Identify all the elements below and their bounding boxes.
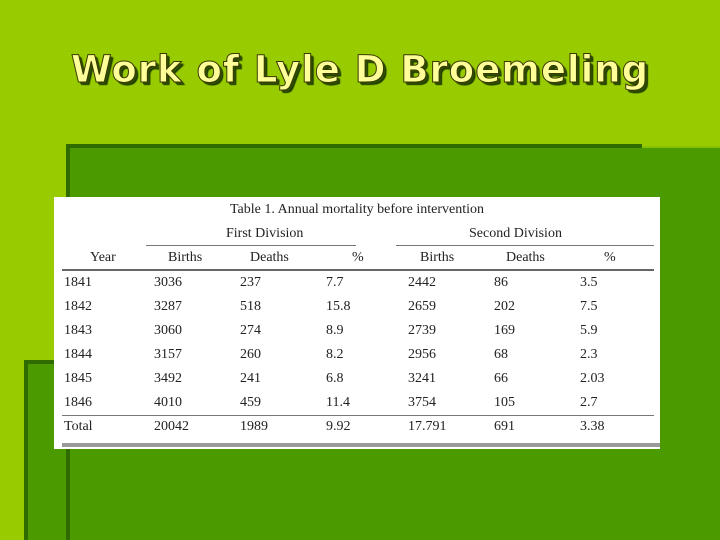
- table-cell: 274: [240, 323, 261, 338]
- table-cell: 169: [494, 323, 515, 338]
- header-births-second: Births: [420, 250, 455, 265]
- table-cell: 2.03: [580, 371, 605, 386]
- total-row: [54, 415, 660, 439]
- header-deaths-first: Deaths: [250, 250, 289, 265]
- table-cell: 3241: [408, 371, 436, 386]
- table-cell: 518: [240, 299, 261, 314]
- table-cell: 3287: [154, 299, 182, 314]
- table-cell: 7.5: [580, 299, 598, 314]
- table-cell: 2659: [408, 299, 436, 314]
- table-cell: 6.8: [326, 371, 344, 386]
- header-year: Year: [90, 250, 116, 265]
- table-cell: 66: [494, 371, 508, 386]
- table-cell: 9.92: [326, 419, 351, 434]
- table-cell: 20042: [154, 419, 189, 434]
- table-cell: 260: [240, 347, 261, 362]
- table-row: [54, 367, 660, 391]
- table-caption: Table 1. Annual mortality before intervention: [229, 202, 485, 217]
- group-label-first-division: First Division: [226, 226, 304, 241]
- table-cell: 1844: [64, 347, 92, 362]
- table-cell: 3.38: [580, 419, 605, 434]
- table-row: [54, 319, 660, 343]
- table-row: [54, 343, 660, 367]
- table-row: [54, 391, 660, 415]
- table-cell: 5.9: [580, 323, 598, 338]
- table-cell: 15.8: [326, 299, 351, 314]
- header-percent-first: %: [352, 250, 364, 265]
- header-percent-second: %: [604, 250, 616, 265]
- table-cell: 2739: [408, 323, 436, 338]
- group-label-second-division: Second Division: [469, 226, 562, 241]
- table-cell: 8.2: [326, 347, 344, 362]
- table-cell: 3492: [154, 371, 182, 386]
- table-cell: 2442: [408, 275, 436, 290]
- table-cell: 1845: [64, 371, 92, 386]
- group-rule-first: [146, 245, 356, 246]
- table-cell: 68: [494, 347, 508, 362]
- table-cell: 4010: [154, 395, 182, 410]
- table-cell: 3.5: [580, 275, 598, 290]
- table-cell: 241: [240, 371, 261, 386]
- table-cell: 2.7: [580, 395, 598, 410]
- table-cell: 2.3: [580, 347, 598, 362]
- table-cell: 3754: [408, 395, 436, 410]
- table-cell: 17.791: [408, 419, 447, 434]
- table-row: [54, 295, 660, 319]
- table-cell: 3036: [154, 275, 182, 290]
- decorative-top-rule: [66, 144, 642, 148]
- group-rule-second: [396, 245, 654, 246]
- table-cell: 1843: [64, 323, 92, 338]
- table-row: [54, 271, 660, 295]
- table-cell: 3157: [154, 347, 182, 362]
- header-births-first: Births: [168, 250, 203, 265]
- table-cell: 237: [240, 275, 261, 290]
- table-cell: 691: [494, 419, 515, 434]
- decorative-lower-left-rule: [24, 362, 28, 540]
- mortality-table: [54, 197, 660, 449]
- table-cell: 1846: [64, 395, 92, 410]
- table-bottom-rule: [62, 443, 660, 447]
- table-cell: 1841: [64, 275, 92, 290]
- table-cell: Total: [64, 419, 93, 434]
- table-cell: 8.9: [326, 323, 344, 338]
- header-deaths-second: Deaths: [506, 250, 545, 265]
- total-rule: [62, 415, 654, 416]
- table-cell: 1989: [240, 419, 268, 434]
- table-cell: 202: [494, 299, 515, 314]
- table-cell: 2956: [408, 347, 436, 362]
- slide-title: Work of Lyle D Broemeling: [70, 48, 650, 91]
- table-cell: 7.7: [326, 275, 344, 290]
- table-cell: 459: [240, 395, 261, 410]
- table-cell: 11.4: [326, 395, 350, 410]
- table-cell: 1842: [64, 299, 92, 314]
- table-cell: 86: [494, 275, 508, 290]
- table-cell: 105: [494, 395, 515, 410]
- table-cell: 3060: [154, 323, 182, 338]
